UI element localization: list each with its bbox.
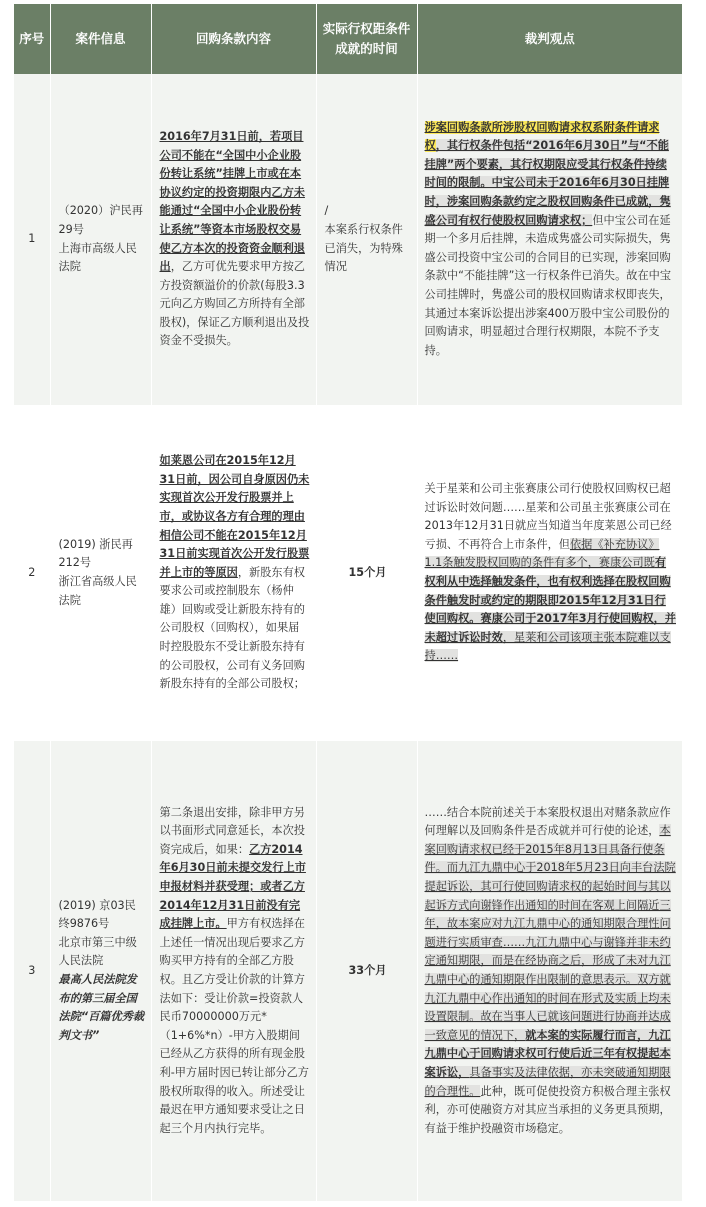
clause-key-terms: 如莱恩公司在2015年12月31日前，因公司自身原因仍未实现首次公开发行股票并上市，或协议各方有合理的理由相信公司不能在2015年12月31日前实现首次公开发行股票并上市的等原因 (159, 454, 310, 579)
view-underlined-2: ……九江九鼎中心与谢锋并非未约定通知期限，而是在经协商之后，形成了未对九江九鼎中心的通知期限作出限制的意思表示。 (424, 935, 671, 986)
row-number: 2 (14, 406, 50, 740)
buyback-clause-cell (151, 406, 316, 740)
table-row (14, 406, 682, 740)
case-comparison-table (14, 4, 682, 1203)
case-number: (2019) 京03民终9876号 (58, 898, 136, 931)
case-comparison-table-wrapper (14, 4, 682, 1203)
header-judgment-view: 裁判观点 (417, 4, 682, 74)
view-text: 但中宝公司在延期一个多月后挂牌，未造成隽盛公司实际损失，隽盛公司投资中宝公司的合同目的已实现，涉案回购条款中“不能挂牌”这一行权条件已消失。故在中宝公司挂牌时，隽盛公司的股权回购请求权即丧失，其通过本案诉讼提出涉案400万股中宝公司股份的回购请求，明显超过合理行权期限，本院不予支持。 (424, 213, 672, 357)
clause-text: ，新股东有权要求公司或控制股东（杨仲雄）回购或受让新股东持有的公司股权（回购权），如果届时控股股东不受让新股东持有的公司股权，公司有义务回购新股东持有的全部公司股权； (159, 565, 305, 691)
judgment-view-cell (417, 740, 682, 1202)
award-note: 最高人民法院发布的第三届全国法院“百篇优秀裁判文书” (58, 973, 145, 1042)
view-key-reasoning: 就本案的实际履行而言，九江九鼎中心于回购请求权可行使后近三年有权提起本案诉讼， (424, 1028, 671, 1079)
table-row (14, 74, 682, 406)
view-underlined: 依据《补充协议》1.1条触发股权回购的条件有多个，赛康公司既 (424, 537, 660, 570)
clause-text: ，乙方可优先要求甲方按乙方投资额溢价的价款(每股3.3元向乙方购回乙方所持有全部股权)，保证乙方顺利退出及投资金不受损失。 (159, 260, 310, 348)
case-info-cell (50, 74, 151, 406)
clause-key-terms: 乙方2014年6月30日前未提交发行上市申报材料并获受理；或者乙方2014年12月31日前没有完成挂牌上市。 (159, 842, 306, 931)
buyback-clause-cell (151, 740, 316, 1202)
header-number: 序号 (14, 4, 50, 74)
view-key-reasoning: 有权利从中选择触发条件，也有权利选择在股权回购条件触发时或约定的期限即2015年12月31日行使回购权。赛康公司于2017年3月行使回购权，并未超过诉讼时效 (424, 556, 676, 644)
case-number: （2020）沪民再29号 (58, 204, 143, 236)
header-buyback-clause: 回购条款内容 (151, 4, 316, 74)
row-number: 1 (14, 74, 50, 406)
exercise-time-cell: 15个月 (316, 406, 417, 740)
view-underlined-3: 双方就九江九鼎中心作出通知的时间在形式及实质上均未设置限制。故在当事人已就该问题进行协商并达成一致意见的情况下， (424, 973, 671, 1042)
clause-text: 甲方有权选择在上述任一情况出现后要求乙方购买甲方持有的全部乙方股权。且乙方受让价款的计算方法如下：受让价款=投资款人民币70000000万元*（1+6%*n）-甲方入股期间已经从乙方获得的所有现金股利-甲方届时因已转让部分乙方股权所取得的收入。所述受让最迟在甲方通知要求受让之日起三个月内执行完毕。 (159, 917, 309, 1135)
table-header-row (14, 4, 682, 74)
view-text: ……结合本院前述关于本案股权退出对赌条款应作何理解以及回购条件是否成就并可行使的论述， (424, 805, 671, 838)
exercise-time-cell: 33个月 (316, 740, 417, 1202)
table-row (14, 740, 682, 1202)
view-underlined: 本案回购请求权已经于2015年8月13日具备行使条件。而九江九鼎中心于2018年5月23日向丰台法院提起诉讼，其可行使回购请求权的起始时间与其以起诉方式向谢锋作出通知的时间在客观上间隔近三年，故本案应对九江九鼎中心的通知期限合理性问题进行实质审查 (424, 824, 676, 949)
case-info-cell (50, 740, 151, 1202)
court-name: 上海市高级人民法院 (58, 241, 137, 274)
row-number: 3 (14, 740, 50, 1202)
judgment-view-cell (417, 74, 682, 406)
court-name: 浙江省高级人民法院 (58, 575, 137, 607)
header-case-info: 案件信息 (50, 4, 151, 74)
case-info-cell (50, 406, 151, 740)
case-number: (2019) 浙民再212号 (58, 537, 133, 570)
header-exercise-time: 实际行权距条件成就的时间 (316, 4, 417, 74)
judgment-view-cell (417, 406, 682, 740)
buyback-clause-cell (151, 74, 316, 406)
court-name: 北京市第三中级人民法院 (58, 935, 137, 968)
view-underlined-4: 具备事实及法律依据，亦未突破通知期限的合理性。 (424, 1065, 671, 1098)
view-text: 关于星莱和公司主张赛康公司行使股权回购权已超过诉讼时效问题……星莱和公司虽主张赛康公司在2013年12月31日就应当知道当年度莱恩公司已经亏损、不再符合上市条件，但 (424, 482, 672, 551)
clause-intro: 第二条退出安排，除非甲方另以书面形式同意延长，本次投资完成后，如果： (159, 805, 305, 856)
view-conclusion: ，星莱和公司该项主张本院难以支持…… (424, 630, 671, 663)
view-highlight: 涉案回购条款所涉股权回购请求权系附条件请求权 (424, 120, 660, 153)
view-text-end: 此种，既可促使投资方积极合理主张权利，亦可使融资方对其应当承担的义务更具预期，有益于维护投融资市场稳定。 (424, 1084, 671, 1135)
exercise-time-cell: / 本案系行权条件已消失，为特殊情况 (316, 74, 417, 406)
clause-key-terms: 2016年7月31日前，若项目公司不能在“全国中小企业股份转让系统”挂牌上市或在本协议约定的投资期限内乙方未能通过“全国中小企业股份转让系统”等资本市场股权交易使乙方本次的投资资金顺利退出 (159, 129, 305, 274)
view-key-reasoning: ，其行权条件包括“2016年6月30日”与“不能挂牌”两个要素，其行权期限应受其行权条件持续时间的限制。中宝公司未于2016年6月30日挂牌时，涉案回购条款约定之股权回购条件已成就，隽盛公司有权行使股权回购请求权； (424, 139, 671, 227)
